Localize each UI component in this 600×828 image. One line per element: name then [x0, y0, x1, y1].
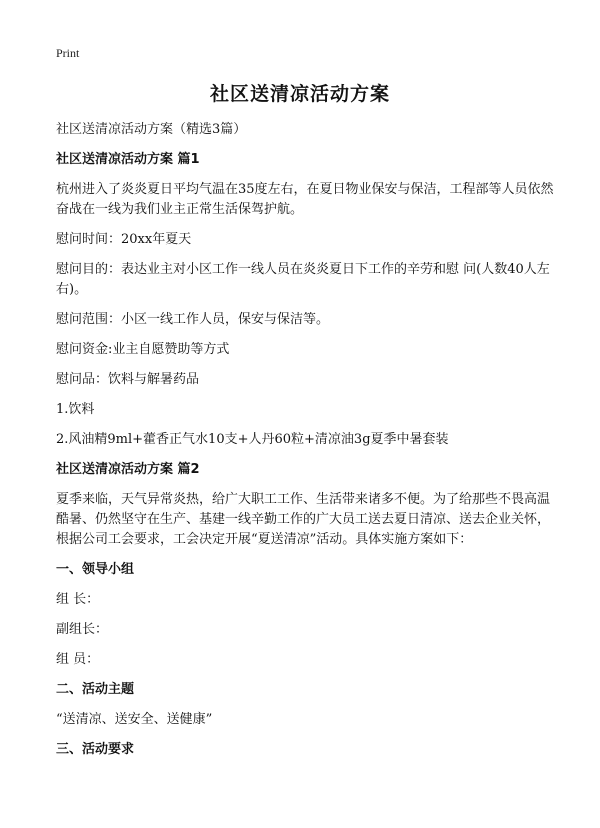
paragraph-intro-2: 夏季来临，天气异常炎热，给广大职工工作、生活带来诸多不便。为了给那些不畏高温酷暑、仍然坚守在生产、基建一线辛勤工作的广大员工送去夏日清凉、送去企业关怀，根据公司工会要求，工会决定开展“夏送清凉”活动。具体实施方案如下：	[56, 492, 551, 547]
theme-text: “送清凉、送安全、送健康”	[56, 712, 213, 727]
section-heading-2: 社区送清凉活动方案 篇2	[56, 462, 200, 477]
heading-leadership: 一、领导小组	[56, 562, 135, 577]
print-label: Print	[56, 46, 80, 60]
list-item: 1.饮料	[56, 402, 95, 417]
page-title: 社区送清凉活动方案	[209, 83, 390, 105]
visit-purpose: 慰问目的：表达业主对小区工作一线人员在炎炎夏日下工作的辛劳和慰 问(人数40人左右)。	[56, 262, 550, 297]
paragraph-intro-1: 杭州进入了炎炎夏日平均气温在35度左右，在夏日物业保安与保洁，工程部等人员依然奋战在一线为我们业主正常生活保驾护航。	[56, 182, 554, 217]
leader-field: 组 长：	[56, 592, 100, 607]
heading-theme: 二、活动主题	[56, 682, 135, 697]
visit-items: 慰问品：饮料与解暑药品	[56, 372, 200, 387]
list-item: 2.风油精9ml+藿香正气水10支+人丹60粒+清凉油3g夏季中暑套装	[56, 432, 449, 447]
members-field: 组 员：	[56, 652, 100, 667]
visit-time: 慰问时间：20xx年夏天	[56, 232, 192, 247]
vice-leader-field: 副组长：	[56, 622, 109, 637]
visit-scope: 慰问范围：小区一线工作人员，保安与保洁等。	[56, 312, 330, 327]
document-subtitle: 社区送清凉活动方案（精选3篇）	[56, 122, 247, 137]
document-body	[56, 120, 556, 770]
heading-requirements: 三、活动要求	[56, 742, 135, 757]
visit-funds: 慰问资金:业主自愿赞助等方式	[56, 342, 230, 357]
section-heading-1: 社区送清凉活动方案 篇1	[56, 152, 200, 167]
